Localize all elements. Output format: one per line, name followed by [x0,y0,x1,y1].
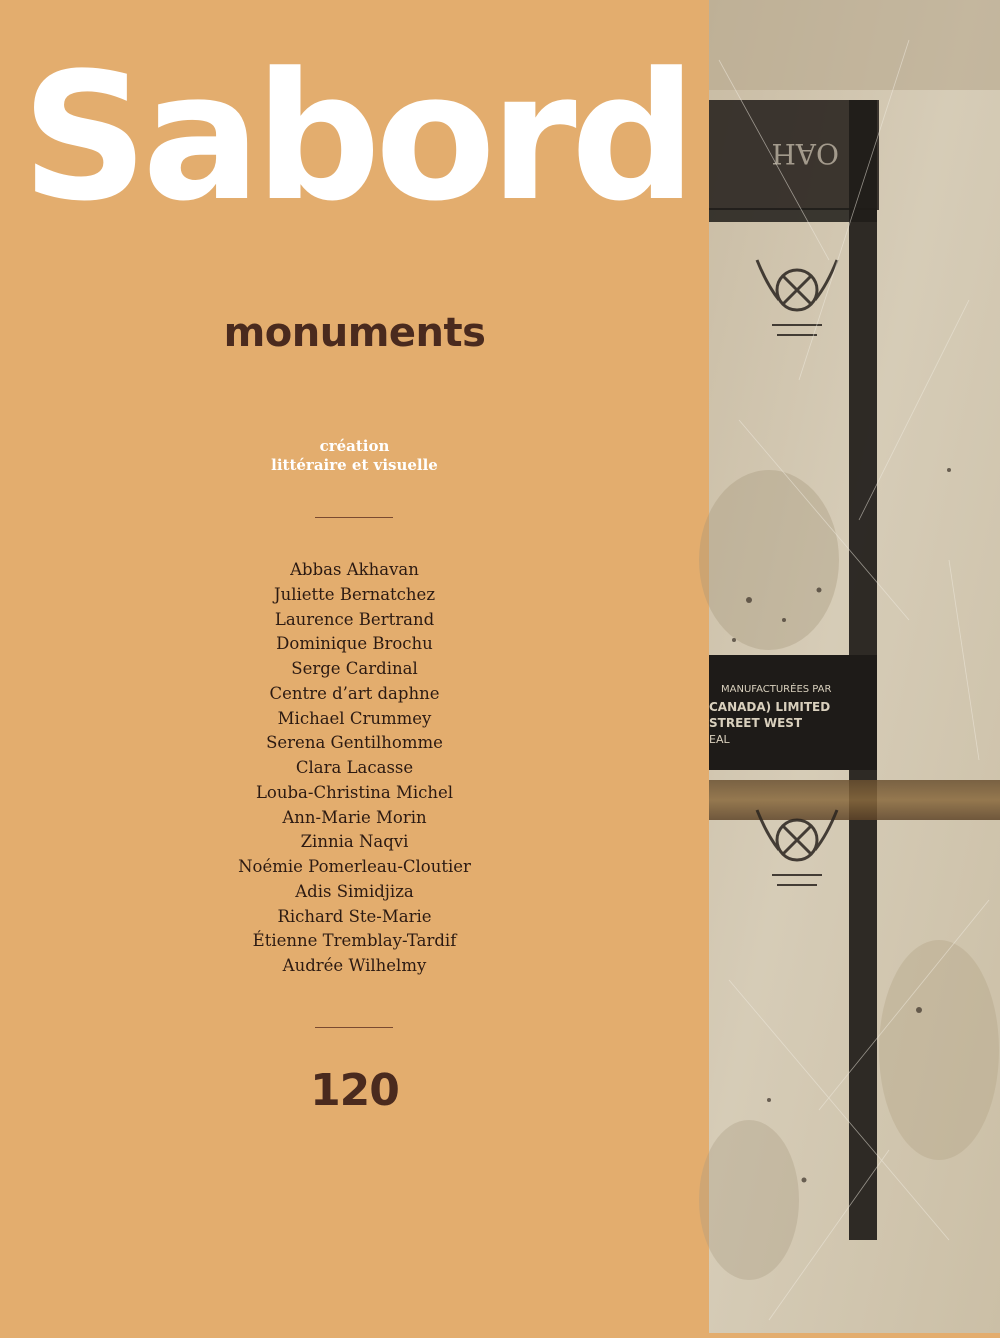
contributor-name: Clara Lacasse [295,758,414,777]
contributor-name: Étienne Tremblay-Tardif [252,931,457,951]
logo-text: Sabord [21,35,691,240]
contributor-list [0,558,709,979]
contributor-name: Michael Crummey [277,708,432,728]
contributor-name: Adis Simidjiza [295,881,414,901]
contributor-name: Abbas Akhavan [290,560,419,579]
contributor-name: Laurence Bertrand [274,609,435,629]
svg-text:STREET WEST: STREET WEST [709,716,803,730]
tagline-line-2: littéraire et visuelle [271,456,438,474]
svg-text:EAL: EAL [709,733,730,746]
artwork-image [709,0,1000,1333]
contributor-name: Ann-Marie Morin [282,807,427,827]
contributor-name: Centre d’art daphne [269,683,440,703]
divider-top [315,517,393,518]
divider-bottom [315,1027,393,1028]
contributor-name: Audrée Wilhelmy [282,956,427,975]
tagline-line-1: création [319,437,390,455]
svg-text:CANADA) LIMITED: CANADA) LIMITED [709,700,831,714]
issue-number: 120 [310,1065,399,1116]
contributor-name: Serge Cardinal [291,659,418,678]
contributor-name: Dominique Brochu [276,634,433,654]
artwork-top-text: OAH [771,137,839,170]
contributor-name: Serena Gentilhomme [266,733,443,753]
contributor-name: Richard Ste-Marie [277,906,432,926]
cover-artwork [709,0,1000,1333]
tagline [0,437,709,475]
contributor-name: Zinnia Naqvi [300,832,409,852]
svg-text:MANUFACTURÉES PAR: MANUFACTURÉES PAR [721,684,832,695]
contributor-name: Juliette Bernatchez [273,584,436,604]
contributor-name: Noémie Pomerleau-Cloutier [238,857,471,876]
sabord-logo [21,35,691,240]
contributor-name: Louba-Christina Michel [255,782,454,802]
issue-theme: monuments [223,310,486,356]
